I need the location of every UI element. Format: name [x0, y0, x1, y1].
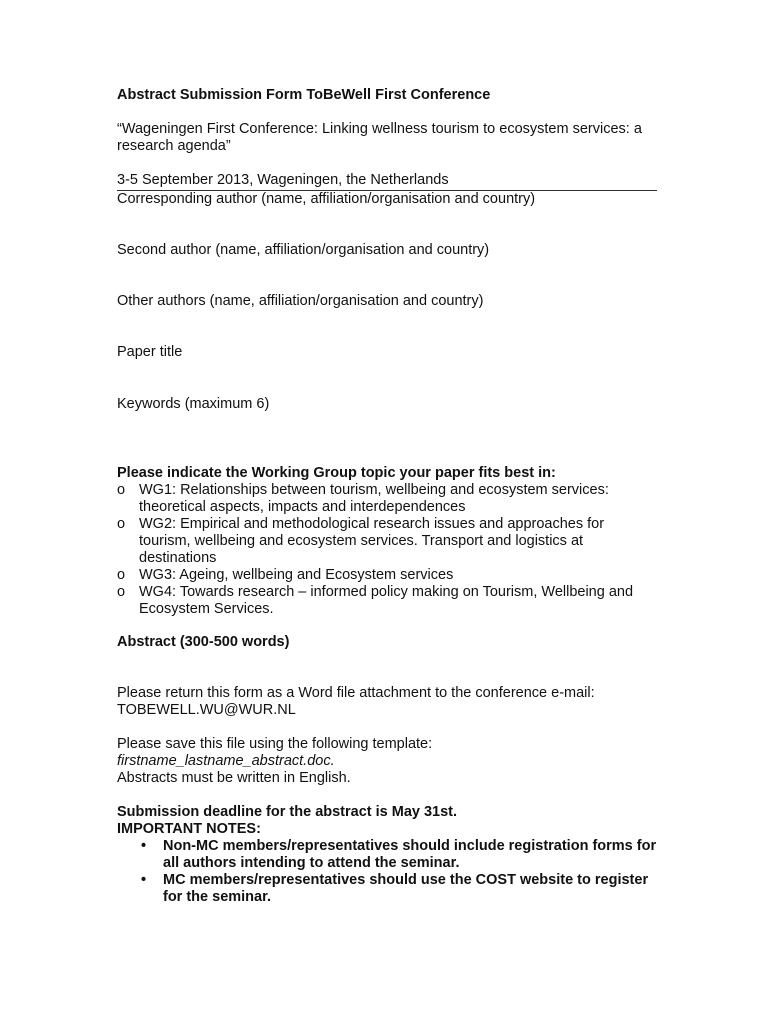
save-instructions: Please save this file using the following template: [117, 736, 433, 752]
wg-option[interactable] [117, 584, 657, 618]
note-text: Non-MC members/representatives should include registration forms for all authors intending to attend the seminar. [163, 838, 657, 871]
wg-option[interactable] [117, 482, 657, 516]
option-circle-icon: o [117, 482, 126, 498]
other-authors-field[interactable]: Other authors (name, affiliation/organisation and country) [117, 293, 484, 309]
working-group-heading: Please indicate the Working Group topic your paper fits best in: [117, 465, 556, 481]
wg-option-label: WG4: Towards research – informed policy making on Tourism, Wellbeing and Ecosystem Services. [139, 584, 634, 617]
bullet-icon: • [141, 872, 147, 888]
file-name-template: firstname_lastname_abstract.doc. [117, 753, 335, 769]
conference-dates: 3-5 September 2013, Wageningen, the Netherlands [117, 172, 657, 191]
bullet-icon: • [141, 838, 147, 854]
note-item [117, 838, 657, 872]
form-title: Abstract Submission Form ToBeWell First Conference [117, 87, 491, 103]
wg-option[interactable] [117, 516, 657, 567]
wg-option-label: WG3: Ageing, wellbeing and Ecosystem services [139, 567, 454, 583]
second-author-field[interactable]: Second author (name, affiliation/organisation and country) [117, 242, 490, 258]
wg-option-label: WG1: Relationships between tourism, wellbeing and ecosystem services: theoretical aspects, impacts and interdependences [139, 482, 609, 515]
language-note: Abstracts must be written in English. [117, 770, 351, 786]
working-group-options [117, 482, 657, 618]
wg-option[interactable] [117, 567, 657, 584]
conference-subtitle: “Wageningen First Conference: Linking wellness tourism to ecosystem services: a research agenda” [117, 121, 642, 154]
abstract-heading[interactable]: Abstract (300-500 words) [117, 634, 290, 650]
option-circle-icon: o [117, 584, 126, 600]
important-notes-list [117, 838, 657, 906]
conference-email[interactable]: TOBEWELL.WU@WUR.NL [117, 702, 296, 718]
important-notes-heading: IMPORTANT NOTES: [117, 821, 261, 837]
option-circle-icon: o [117, 567, 126, 583]
paper-title-field[interactable]: Paper title [117, 344, 183, 360]
note-text: MC members/representatives should use the COST website to register for the seminar. [163, 872, 649, 905]
document-body [117, 87, 657, 906]
option-circle-icon: o [117, 516, 126, 532]
return-instructions: Please return this form as a Word file attachment to the conference e-mail: [117, 685, 595, 701]
submission-deadline: Submission deadline for the abstract is May 31st. [117, 804, 458, 820]
note-item [117, 872, 657, 906]
keywords-field[interactable]: Keywords (maximum 6) [117, 396, 270, 412]
corresponding-author-field[interactable]: Corresponding author (name, affiliation/organisation and country) [117, 191, 536, 207]
wg-option-label: WG2: Empirical and methodological research issues and approaches for tourism, wellbeing and ecosystem services. Transport and logistics at destinations [139, 516, 605, 566]
